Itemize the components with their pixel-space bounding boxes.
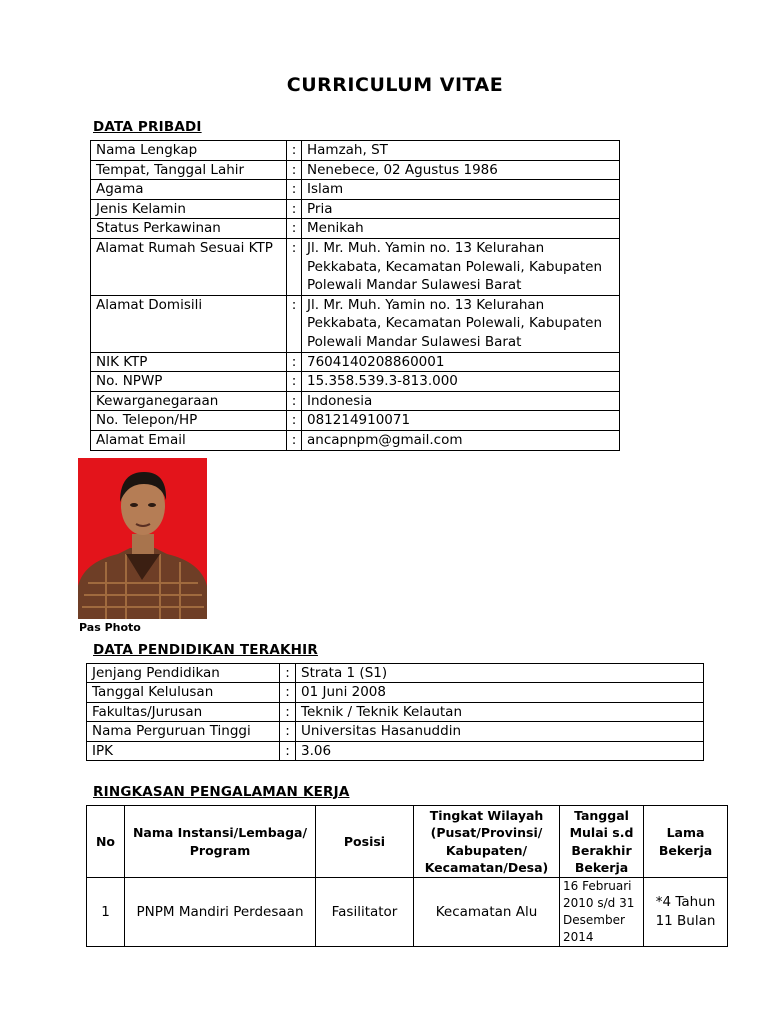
field-label: No. NPWP <box>91 372 287 392</box>
field-value: 15.358.539.3-813.000 <box>302 372 620 392</box>
column-header-instansi: Nama Instansi/Lembaga/ Program <box>125 806 316 878</box>
cell-instansi: PNPM Mandiri Perdesaan <box>125 878 316 947</box>
field-value: Hamzah, ST <box>302 141 620 161</box>
field-label: Nama Lengkap <box>91 141 287 161</box>
cell-wilayah: Kecamatan Alu <box>414 878 560 947</box>
field-label: Alamat Email <box>91 430 287 450</box>
personal-data-table <box>90 140 620 451</box>
field-label: Kewarganegaraan <box>91 391 287 411</box>
field-value: Nenebece, 02 Agustus 1986 <box>302 160 620 180</box>
field-value: 7604140208860001 <box>302 352 620 372</box>
field-label: Agama <box>91 180 287 200</box>
table-row <box>91 141 620 161</box>
table-row <box>91 372 620 392</box>
table-row <box>87 664 704 683</box>
table-row <box>91 391 620 411</box>
table-row <box>87 702 704 721</box>
colon-separator: : <box>280 702 296 721</box>
cell-posisi: Fasilitator <box>316 878 414 947</box>
field-value: 3.06 <box>296 741 704 760</box>
column-header-no: No <box>87 806 125 878</box>
table-row <box>87 683 704 702</box>
profile-photo <box>78 458 207 619</box>
colon-separator: : <box>287 238 302 295</box>
portrait-image <box>78 458 207 619</box>
section-heading-data-pendidikan: DATA PENDIDIKAN TERAKHIR <box>93 642 318 658</box>
cell-no: 1 <box>87 878 125 947</box>
colon-separator: : <box>280 722 296 741</box>
field-value: Islam <box>302 180 620 200</box>
table-row <box>91 411 620 431</box>
field-value: 01 Juni 2008 <box>296 683 704 702</box>
field-label: Status Perkawinan <box>91 219 287 239</box>
table-row <box>91 295 620 352</box>
field-label: Alamat Rumah Sesuai KTP <box>91 238 287 295</box>
table-row <box>91 352 620 372</box>
colon-separator: : <box>287 391 302 411</box>
colon-separator: : <box>280 683 296 702</box>
field-label: Fakultas/Jurusan <box>87 702 280 721</box>
field-value: Teknik / Teknik Kelautan <box>296 702 704 721</box>
field-label: Nama Perguruan Tinggi <box>87 722 280 741</box>
field-label: Tanggal Kelulusan <box>87 683 280 702</box>
field-value: Indonesia <box>302 391 620 411</box>
table-row <box>87 722 704 741</box>
colon-separator: : <box>287 430 302 450</box>
colon-separator: : <box>287 352 302 372</box>
page-title: CURRICULUM VITAE <box>286 74 504 96</box>
cell-lama: *4 Tahun 11 Bulan <box>644 878 728 947</box>
field-label: NIK KTP <box>91 352 287 372</box>
field-value: Menikah <box>302 219 620 239</box>
colon-separator: : <box>287 141 302 161</box>
cell-tanggal: 16 Februari 2010 s/d 31 Desember 2014 <box>560 878 644 947</box>
field-value: 081214910071 <box>302 411 620 431</box>
field-label: Jenjang Pendidikan <box>87 664 280 683</box>
column-header-posisi: Posisi <box>316 806 414 878</box>
field-value: Jl. Mr. Muh. Yamin no. 13 Kelurahan Pekkabata, Kecamatan Polewali, Kabupaten Polewali Mandar Sulawesi Barat <box>302 238 620 295</box>
field-value: Strata 1 (S1) <box>296 664 704 683</box>
field-label: Tempat, Tanggal Lahir <box>91 160 287 180</box>
table-row <box>91 238 620 295</box>
column-header-wilayah: Tingkat Wilayah (Pusat/Provinsi/ Kabupaten/ Kecamatan/Desa) <box>414 806 560 878</box>
field-value: Pria <box>302 199 620 219</box>
colon-separator: : <box>280 741 296 760</box>
work-experience-table <box>86 805 728 947</box>
colon-separator: : <box>287 180 302 200</box>
table-row <box>87 741 704 760</box>
field-label: Alamat Domisili <box>91 295 287 352</box>
column-header-lama: Lama Bekerja <box>644 806 728 878</box>
colon-separator: : <box>287 160 302 180</box>
table-row <box>91 199 620 219</box>
field-value: Jl. Mr. Muh. Yamin no. 13 Kelurahan Pekkabata, Kecamatan Polewali, Kabupaten Polewali Mandar Sulawesi Barat <box>302 295 620 352</box>
colon-separator: : <box>287 295 302 352</box>
colon-separator: : <box>287 219 302 239</box>
field-label: No. Telepon/HP <box>91 411 287 431</box>
colon-separator: : <box>287 411 302 431</box>
field-value: ancapnpm@gmail.com <box>302 430 620 450</box>
field-label: Jenis Kelamin <box>91 199 287 219</box>
table-row <box>91 180 620 200</box>
colon-separator: : <box>280 664 296 683</box>
table-header-row <box>87 806 728 878</box>
photo-caption: Pas Photo <box>79 621 141 634</box>
table-row <box>87 878 728 947</box>
field-value: Universitas Hasanuddin <box>296 722 704 741</box>
colon-separator: : <box>287 372 302 392</box>
section-heading-pengalaman-kerja: RINGKASAN PENGALAMAN KERJA <box>93 784 350 800</box>
table-row <box>91 430 620 450</box>
table-row <box>91 219 620 239</box>
column-header-tanggal: Tanggal Mulai s.d Berakhir Bekerja <box>560 806 644 878</box>
field-label: IPK <box>87 741 280 760</box>
section-heading-data-pribadi: DATA PRIBADI <box>93 119 202 135</box>
table-row <box>91 160 620 180</box>
colon-separator: : <box>287 199 302 219</box>
education-table <box>86 663 704 761</box>
